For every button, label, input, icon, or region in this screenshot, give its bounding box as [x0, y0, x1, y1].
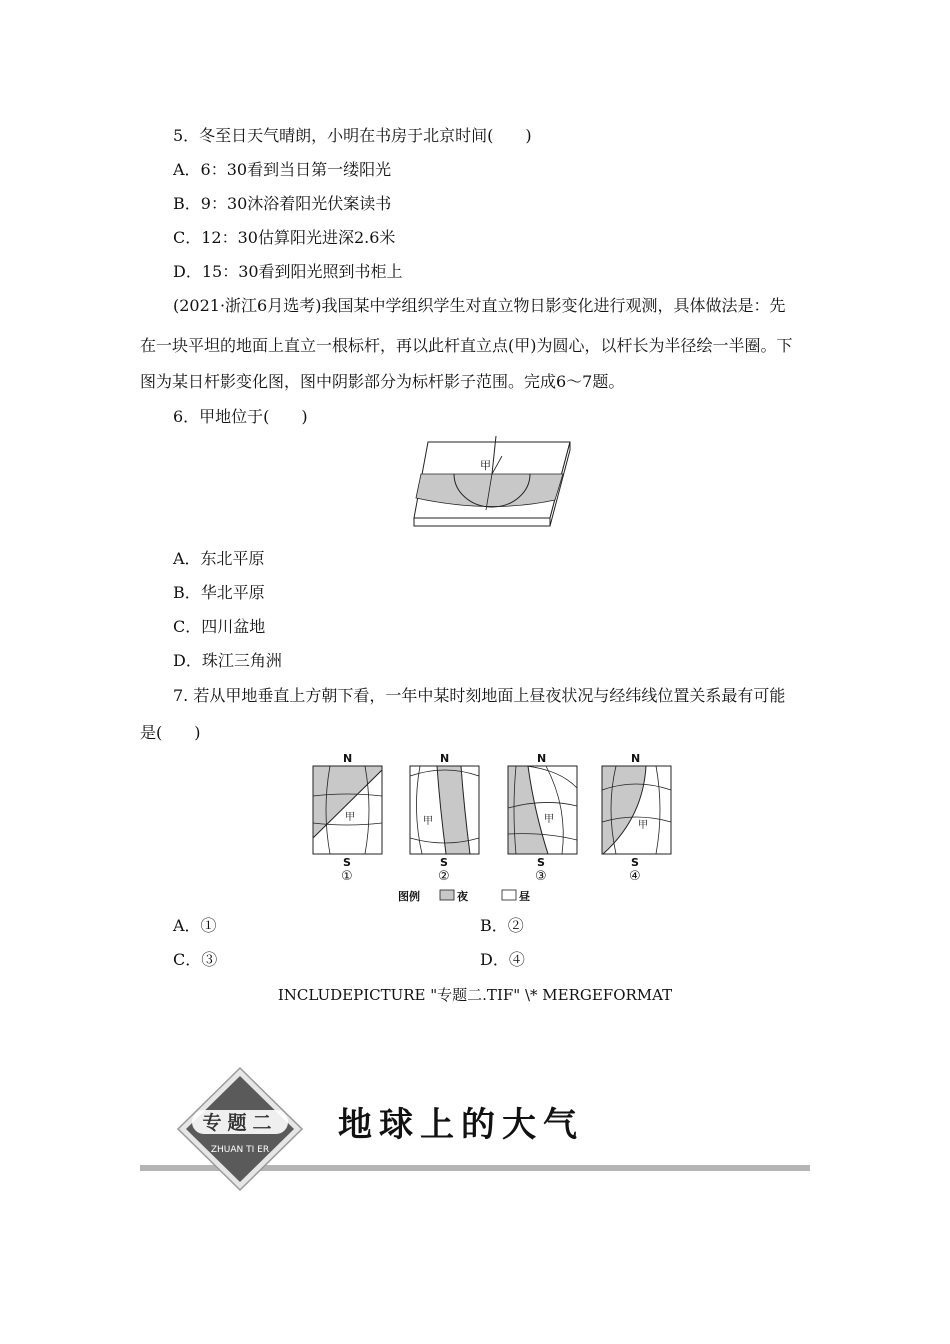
q6-option-d: D．珠江三角洲: [173, 651, 282, 670]
shadow-figure: [410, 436, 575, 528]
panel-3-number: ③: [535, 869, 547, 884]
panel-3: [508, 752, 577, 884]
day-night-figure: [300, 748, 690, 908]
q6-option-b: B．华北平原: [173, 583, 265, 602]
panel-2-point: 甲: [423, 816, 433, 827]
q5-option-a: A．6：30看到当日第一缕阳光: [173, 160, 392, 179]
intro-line-3: 图为某日杆影变化图，图中阴影部分为标杆影子范围。完成6～7题。: [140, 372, 625, 391]
q5-option-b: B．9：30沐浴着阳光伏案读书: [173, 194, 392, 213]
legend-night-label: 夜: [457, 890, 468, 903]
chapter-badge: [176, 1066, 304, 1192]
q7-option-b: B．②: [480, 916, 524, 935]
chapter-title: 地球上的大气: [338, 1105, 584, 1145]
panel-2-north: N: [440, 752, 450, 765]
legend-day-label: 昼: [519, 890, 530, 903]
panel-2: [410, 752, 479, 884]
panel-4: [602, 752, 671, 884]
panel-4-point: 甲: [638, 820, 648, 831]
q5-option-c: C．12：30估算阳光进深2.6米: [173, 228, 396, 247]
panel-3-north: N: [537, 752, 547, 765]
panel-1-north: N: [343, 752, 353, 765]
q7-option-a: A．①: [173, 916, 217, 935]
panel-4-north: N: [631, 752, 641, 765]
panel-1-number: ①: [341, 869, 353, 884]
legend-night-swatch: [440, 890, 454, 900]
intro-line-2: 在一块平坦的地面上直立一根标杆，再以此杆直立点(甲)为圆心，以杆长为半径绘一半圈。下: [140, 336, 793, 355]
q5-option-d: D．15：30看到阳光照到书柜上: [173, 262, 403, 281]
legend-day-swatch: [502, 890, 516, 900]
q6-option-c: C．四川盆地: [173, 617, 266, 636]
q6-stem: 6．甲地位于( ): [173, 407, 308, 426]
panel-4-number: ④: [629, 869, 641, 884]
legend: [398, 889, 530, 903]
q7-stem-line-1: 7. 若从甲地垂直上方朝下看，一年中某时刻地面上昼夜状况与经纬线位置关系最有可能: [173, 686, 786, 705]
panel-3-point: 甲: [544, 814, 554, 825]
panel-4-south: S: [631, 856, 639, 869]
intro-line-1: (2021·浙江6月选考)我国某中学组织学生对直立物日影变化进行观测，具体做法是：先: [173, 296, 786, 315]
panel-1-point: 甲: [345, 812, 355, 823]
panel-1: [313, 752, 382, 884]
legend-title: 图例: [398, 890, 420, 903]
panel-2-number: ②: [438, 869, 450, 884]
panel-1-south: S: [343, 856, 351, 869]
panel-3-south: S: [537, 856, 545, 869]
panel-2-south: S: [440, 856, 448, 869]
chapter-badge-pinyin: ZHUAN TI ER: [210, 1145, 270, 1155]
q7-stem-line-2: 是( ): [140, 723, 201, 742]
q7-option-c: C．③: [173, 950, 218, 969]
chapter-badge-text: 专题二: [202, 1112, 278, 1134]
q5-stem: 5．冬至日天气晴朗，小明在书房于北京时间( ): [173, 126, 532, 145]
q7-option-d: D．④: [480, 950, 525, 969]
shadow-figure-label: 甲: [480, 459, 491, 472]
include-picture-field: INCLUDEPICTURE "专题二.TIF" \* MERGEFORMAT: [277, 986, 673, 1004]
q6-option-a: A．东北平原: [173, 549, 265, 568]
